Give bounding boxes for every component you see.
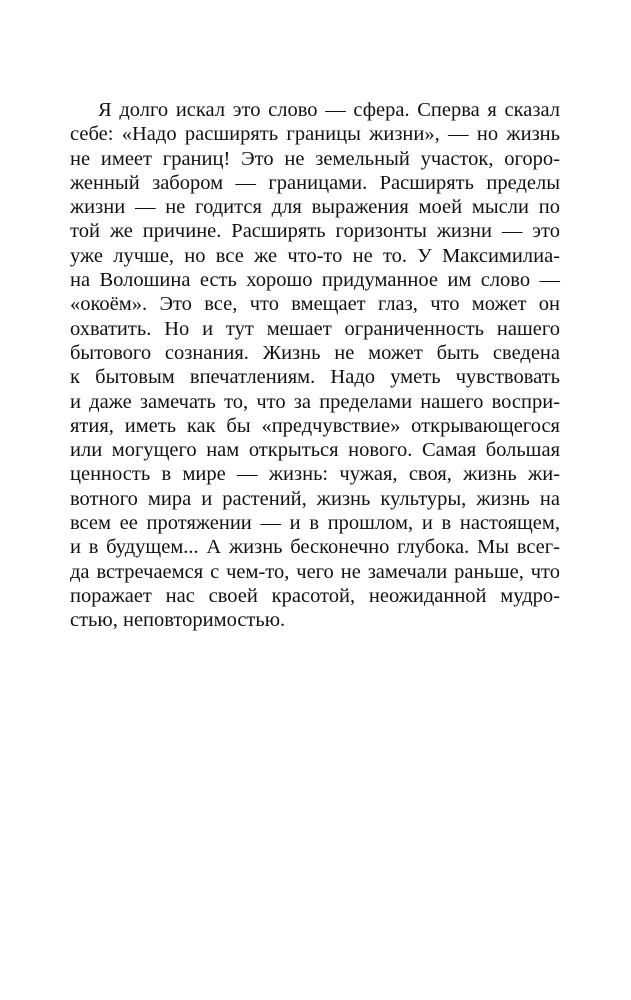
text-line: поражает нас своей красотой, неожиданной мудро- bbox=[70, 584, 560, 607]
text-line: уже лучше, но все же что-то не то. У Максимилиа- bbox=[70, 244, 560, 267]
text-line: стью, неповторимостью. bbox=[70, 609, 286, 632]
text-line: или могущего нам открыться нового. Самая большая bbox=[70, 439, 560, 462]
text-line: и в будущем... А жизнь бесконечно глубока. Мы всег- bbox=[70, 536, 560, 559]
text-line: бытового сознания. Жизнь не может быть сведена bbox=[70, 341, 560, 364]
text-line: вотного мира и растений, жизнь культуры, жизнь на bbox=[70, 487, 560, 510]
text-line: той же причине. Расширять горизонты жизни — это bbox=[70, 220, 560, 243]
text-line: ятия, иметь как бы «предчувствие» открывающегося bbox=[70, 414, 560, 437]
text-line: охватить. Но и тут мешает ограниченность нашего bbox=[70, 317, 560, 340]
text-line: жизни — не годится для выражения моей мысли по bbox=[70, 196, 560, 219]
text-line: к бытовым впечатлениям. Надо уметь чувствовать bbox=[70, 366, 560, 389]
text-line: и даже замечать то, что за пределами нашего воспри- bbox=[70, 390, 560, 413]
text-line: не имеет границ! Это не земельный участок, огоро- bbox=[70, 147, 560, 170]
text-line: да встречаемся с чем-то, чего не замечали раньше, что bbox=[70, 560, 560, 583]
text-line: на Волошина есть хорошо придуманное им слово — bbox=[70, 269, 560, 292]
text-line: женный забором — границами. Расширять пределы bbox=[70, 171, 560, 194]
text-line: себе: «Надо расширять границы жизни», — но жизнь bbox=[70, 123, 560, 146]
text-line: всем ее протяжении — и в прошлом, и в настоящем, bbox=[70, 512, 560, 535]
text-line: «окоём». Это все, что вмещает глаз, что может он bbox=[70, 293, 560, 316]
body-paragraph bbox=[70, 98, 560, 633]
text-line: Я долго искал это слово — сфера. Сперва я сказал bbox=[98, 99, 560, 121]
text-line: ценность в мире — жизнь: чужая, своя, жизнь жи- bbox=[70, 463, 560, 486]
